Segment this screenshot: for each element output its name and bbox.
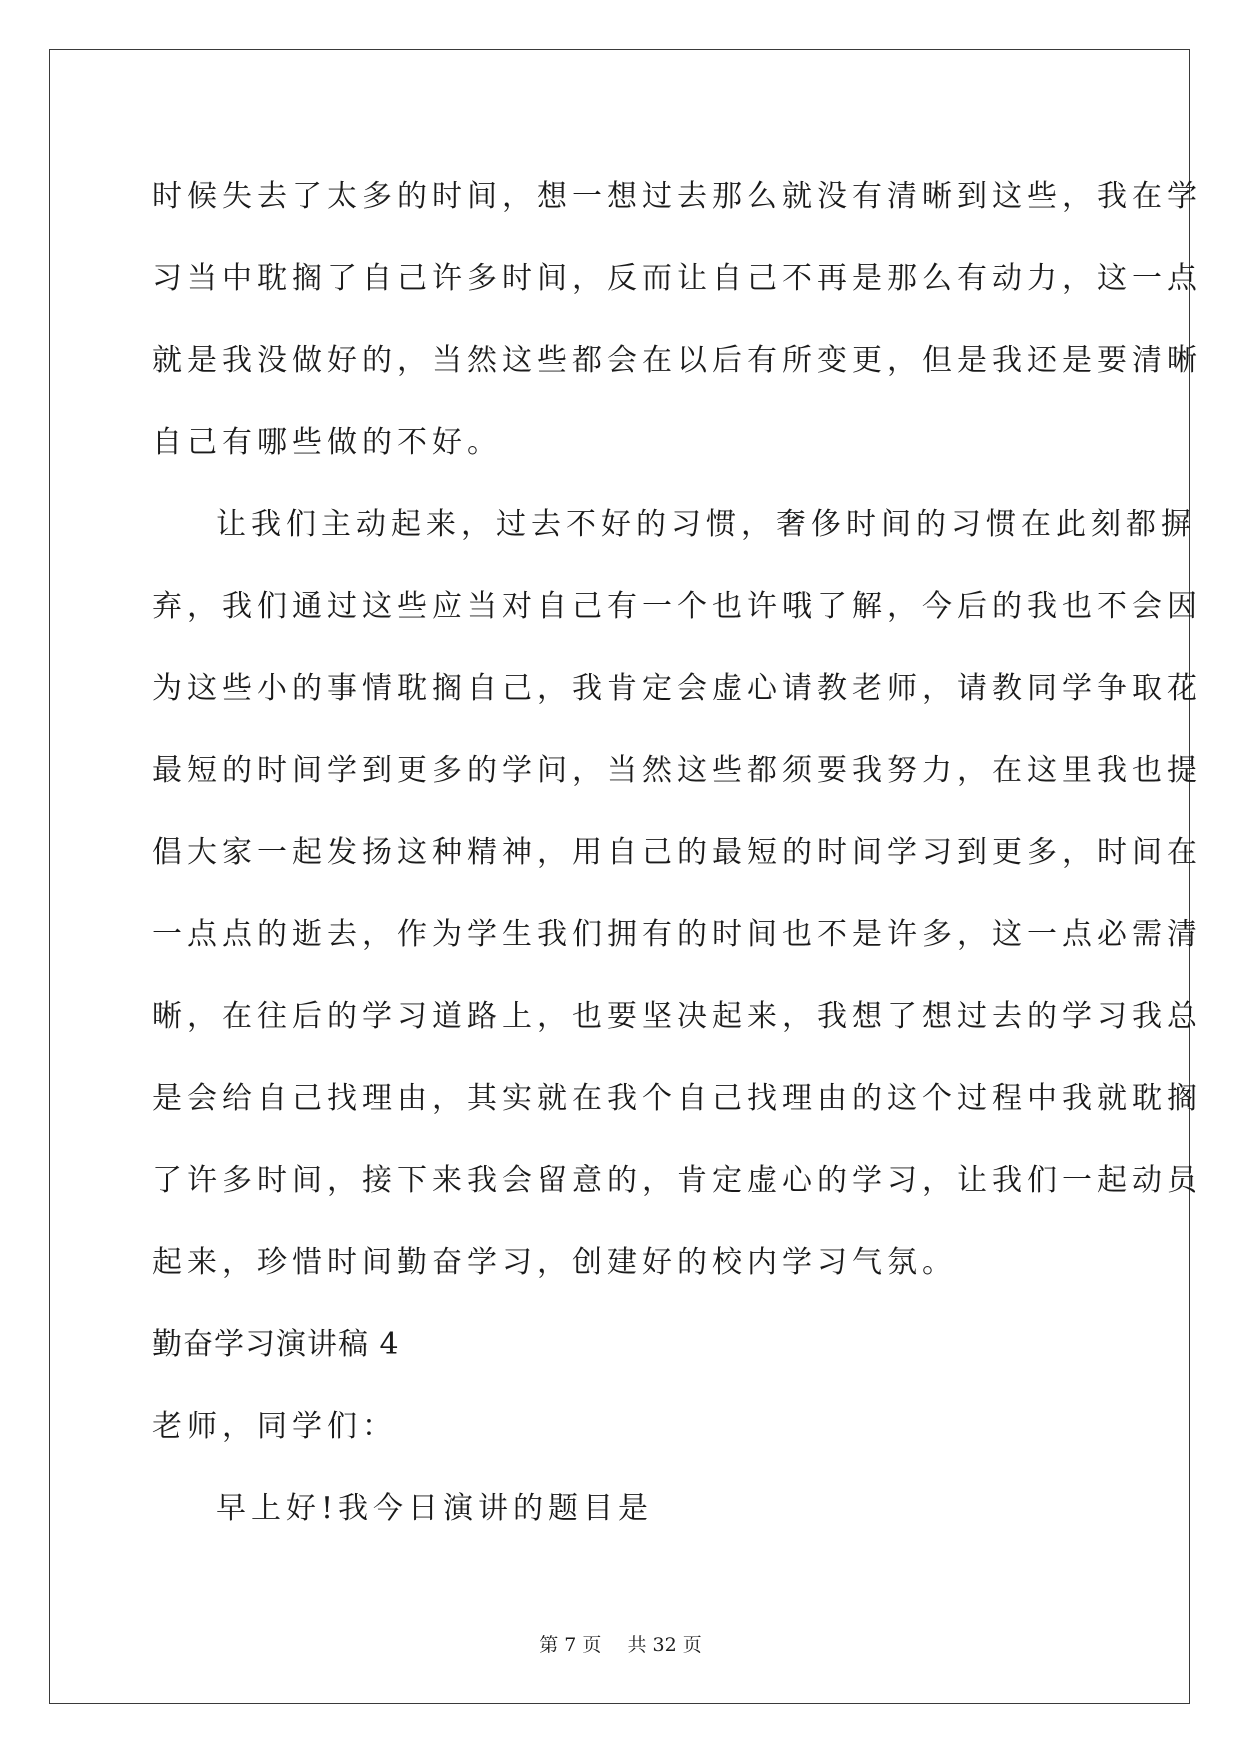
text-line: 为这些小的事情耽搁自己，我肯定会虚心请教老师，请教同学争取花 xyxy=(152,671,1202,706)
text-line: 最短的时间学到更多的学问，当然这些都须要我努力，在这里我也提 xyxy=(152,753,1202,788)
salutation: 老师，同学们： xyxy=(152,1409,397,1444)
text-line: 一点点的逝去，作为学生我们拥有的时间也不是许多，这一点必需清 xyxy=(152,917,1202,952)
text-line: 就是我没做好的，当然这些都会在以后有所变更，但是我还是要清晰 xyxy=(152,343,1202,378)
text-line: 倡大家一起发扬这种精神，用自己的最短的时间学习到更多，时间在 xyxy=(152,835,1202,870)
text-line: 是会给自己找理由，其实就在我个自己找理由的这个过程中我就耽搁 xyxy=(152,1081,1202,1116)
text-line: 了许多时间，接下来我会留意的，肯定虚心的学习，让我们一起动员 xyxy=(152,1163,1202,1198)
text-line: 自己有哪些做的不好。 xyxy=(152,425,502,460)
text-line: 晰，在往后的学习道路上，也要坚决起来，我想了想过去的学习我总 xyxy=(152,999,1202,1034)
section-heading: 勤奋学习演讲稿 4 xyxy=(152,1327,400,1362)
text-line: 习当中耽搁了自己许多时间，反而让自己不再是那么有动力，这一点 xyxy=(152,261,1202,296)
document-body xyxy=(152,156,1202,1550)
paragraph-first-line: 让我们主动起来，过去不好的习惯，奢侈时间的习惯在此刻都摒 xyxy=(216,507,1196,542)
text-line: 时候失去了太多的时间，想一想过去那么就没有清晰到这些，我在学 xyxy=(152,179,1202,214)
text-line: 弃，我们通过这些应当对自己有一个也许哦了解，今后的我也不会因 xyxy=(152,589,1202,624)
text-line: 起来，珍惜时间勤奋学习，创建好的校内学习气氛。 xyxy=(152,1245,957,1280)
page-number: 第 7 页 xyxy=(539,1634,602,1656)
paragraph-first-line: 早上好!我今日演讲的题目是 xyxy=(216,1491,654,1526)
page-footer xyxy=(0,1633,1241,1657)
page-total: 共 32 页 xyxy=(627,1634,702,1656)
